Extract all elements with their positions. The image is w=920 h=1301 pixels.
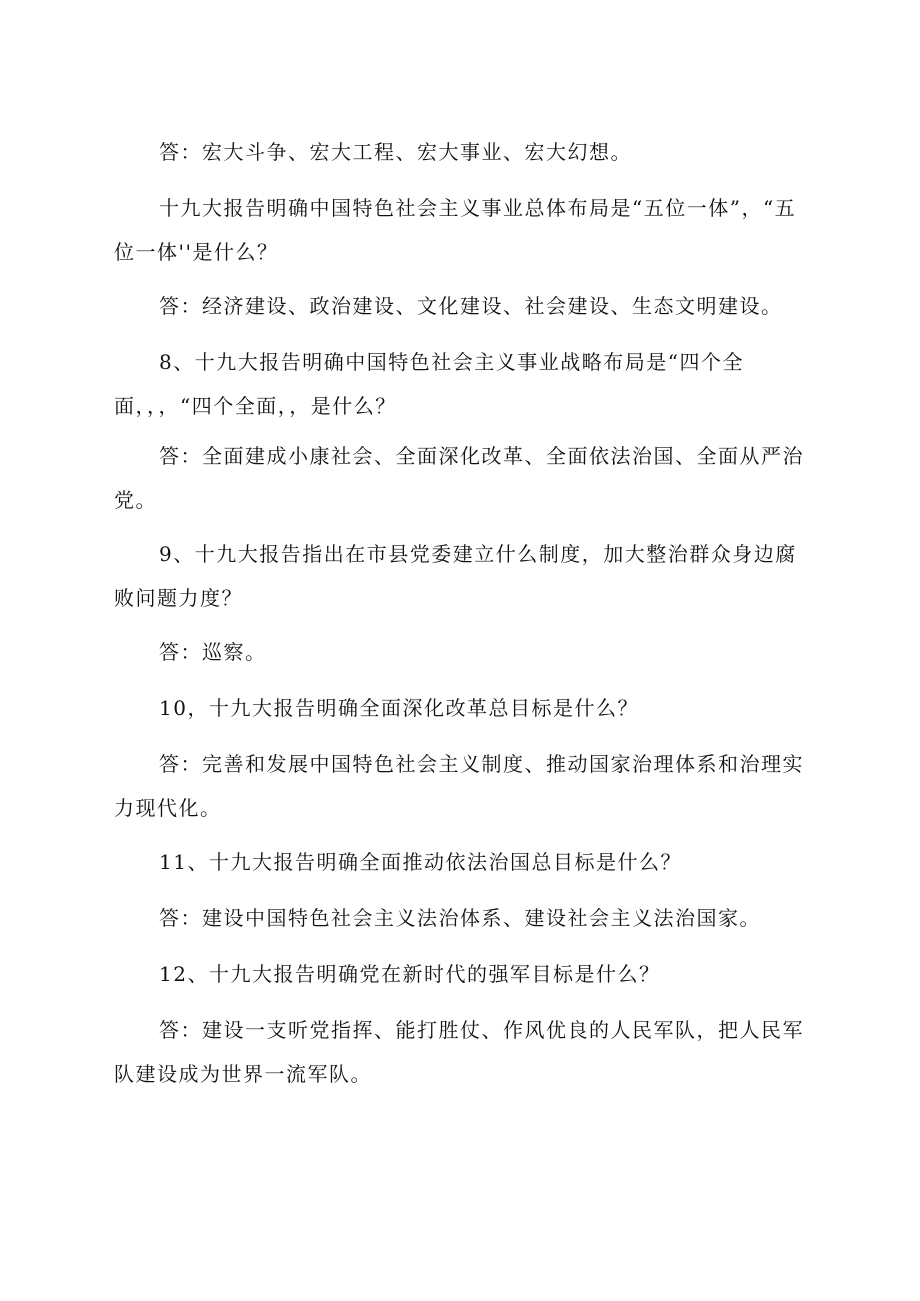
question-paragraph — [114, 840, 804, 884]
answer-paragraph — [114, 130, 804, 174]
text-line: 答：巡察。 — [159, 640, 267, 664]
text-line: 答：完善和发展中国特色社会主义制度、推动国家治理体系和治理实 — [159, 752, 804, 776]
text-line: 8、十九大报告明确中国特色社会主义事业战略布局是“四个全 — [159, 350, 744, 374]
answer-paragraph — [114, 896, 804, 940]
text-line: 答：宏大斗争、宏大工程、宏大事业、宏大幻想。 — [159, 140, 632, 164]
question-paragraph — [114, 686, 804, 730]
question-paragraph — [114, 532, 804, 620]
question-paragraph — [114, 952, 804, 996]
text-line: 答：经济建设、政治建设、文化建设、社会建设、生态文明建设。 — [159, 294, 783, 318]
text-line: 位一体''是什么？ — [114, 240, 279, 264]
text-line: 败问题力度？ — [114, 586, 243, 610]
text-line: 十九大报告明确中国特色社会主义事业总体布局是“五位一体”，“五 — [159, 196, 797, 220]
answer-paragraph — [114, 1008, 804, 1096]
question-paragraph — [114, 340, 804, 428]
answer-paragraph — [114, 630, 804, 674]
text-line: 10，十九大报告明确全面深化改革总目标是什么？ — [159, 696, 639, 720]
answer-paragraph — [114, 284, 804, 328]
text-line: 力现代化。 — [114, 796, 222, 820]
text-line: 11、十九大报告明确全面推动依法治国总目标是什么？ — [159, 850, 682, 874]
question-paragraph — [114, 186, 804, 274]
text-line: 12、十九大报告明确党在新时代的强军目标是什么？ — [159, 962, 661, 986]
text-line: 党。 — [114, 488, 157, 512]
answer-paragraph — [114, 434, 804, 522]
text-line: 面，，，“四个全面，，是什么？ — [114, 394, 397, 418]
text-line: 答：全面建成小康社会、全面深化改革、全面依法治国、全面从严治 — [159, 444, 804, 468]
text-line: 队建设成为世界一流军队。 — [114, 1062, 372, 1086]
text-line: 9、十九大报告指出在市县党委建立什么制度，加大整治群众身边腐 — [159, 542, 797, 566]
answer-paragraph — [114, 742, 804, 830]
text-line: 答：建设中国特色社会主义法治体系、建设社会主义法治国家。 — [159, 906, 761, 930]
text-line: 答：建设一支听党指挥、能打胜仗、作风优良的人民军队，把人民军 — [159, 1018, 804, 1042]
